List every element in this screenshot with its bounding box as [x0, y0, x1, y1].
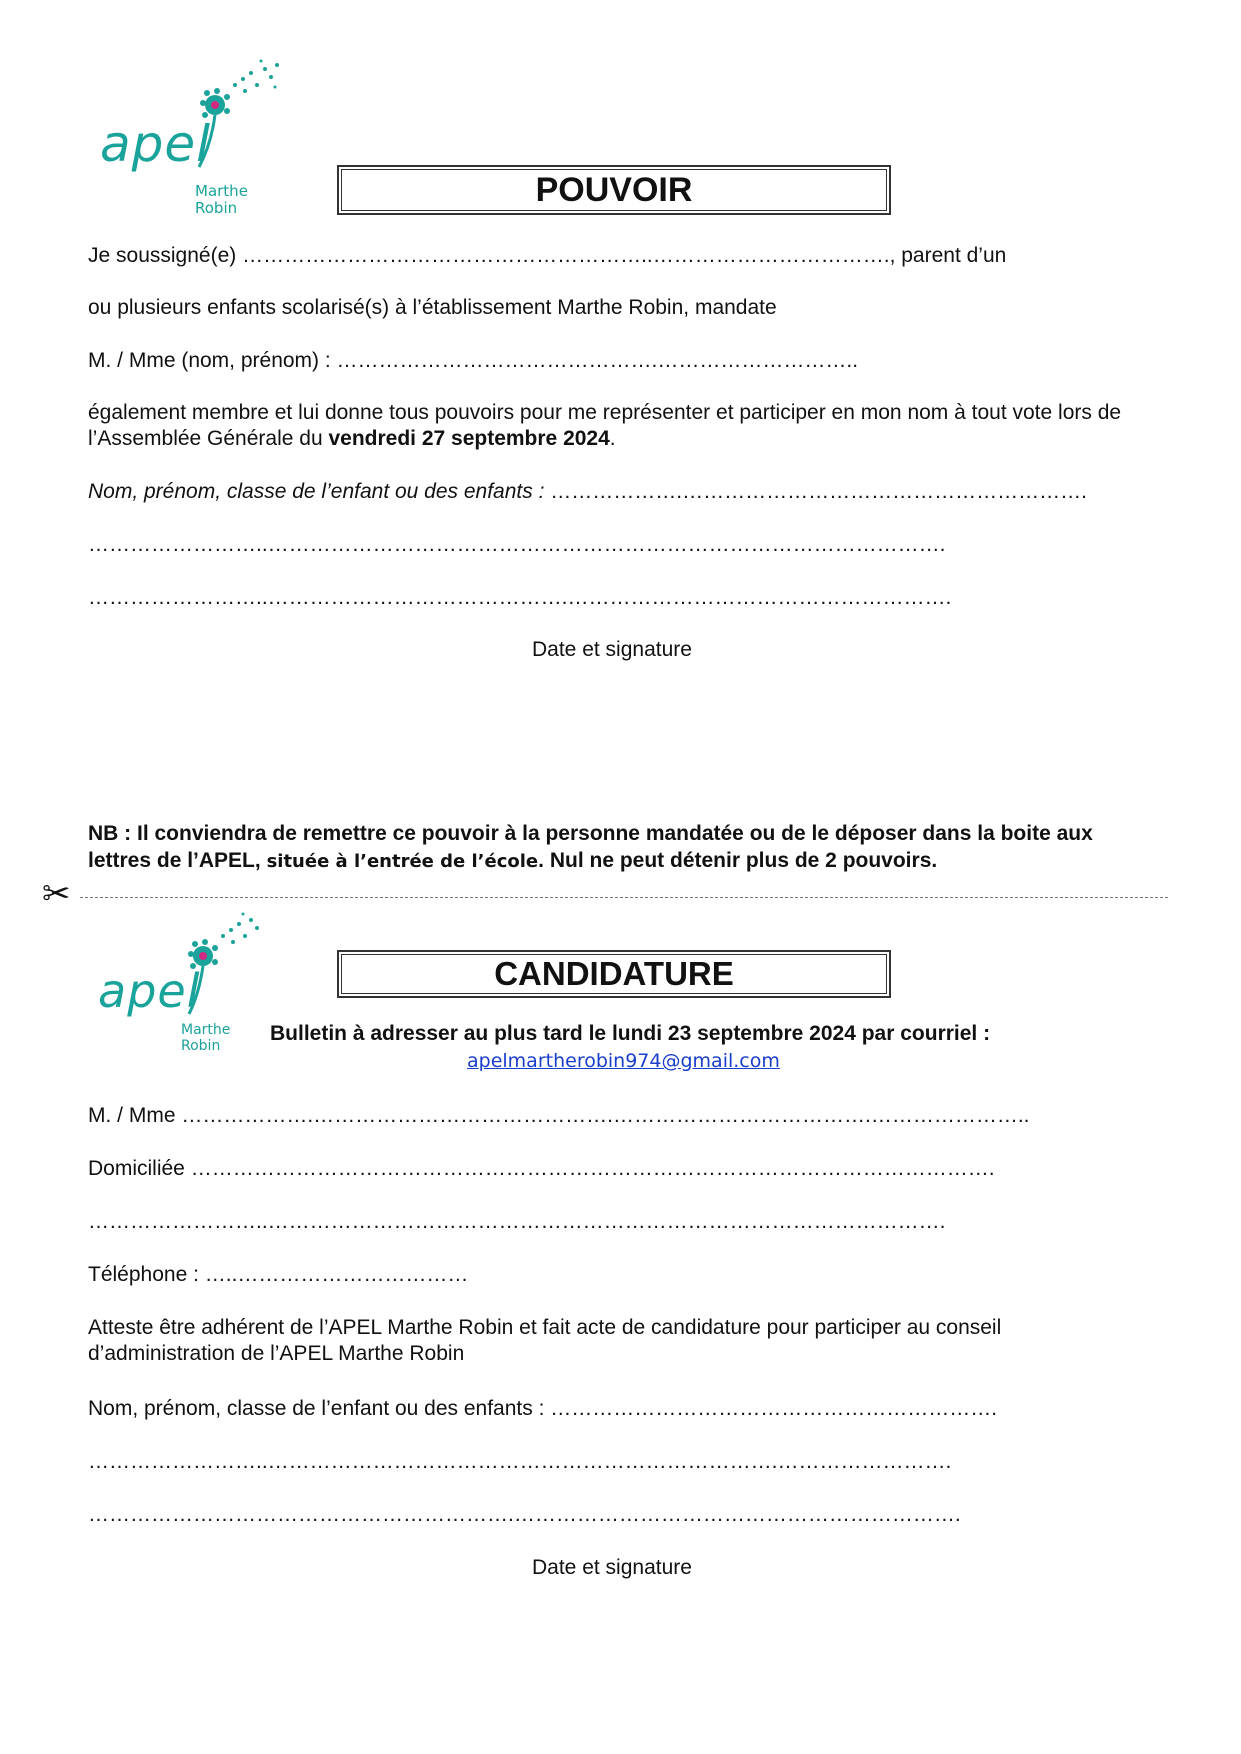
- apel-logo: [95, 55, 295, 225]
- pouvoir-line-1: Je soussigné(e) …………………………………………………..……………………………., parent d’un: [88, 244, 1007, 267]
- candidature-phone: Téléphone : …..……………………………: [88, 1263, 469, 1286]
- nb-note-small: située à l’entrée de l’école: [266, 851, 539, 872]
- logo-line-1: Marthe: [181, 1022, 231, 1038]
- pouvoir-line-2: ou plusieurs enfants scolarisé(s) à l’établissement Marthe Robin, mandate: [88, 296, 777, 319]
- candidature-bulletin: Bulletin à adresser au plus tard le lundi 23 septembre 2024 par courriel :: [270, 1022, 991, 1045]
- scissors-icon: ✂: [42, 874, 71, 914]
- nb-note: [88, 820, 1158, 875]
- pouvoir-date: vendredi 27 septembre 2024: [328, 427, 610, 450]
- pouvoir-children-line: [88, 479, 1087, 505]
- logo-line-2: Robin: [195, 199, 238, 217]
- candidature-dots-line-2: …………………………………………………….……………………………………………………….: [88, 1503, 961, 1526]
- pouvoir-paragraph-end: .: [609, 427, 616, 450]
- candidature-children-dots: ……………………………………………………….: [550, 1397, 998, 1420]
- candidature-signature: Date et signature: [532, 1556, 692, 1579]
- candidature-dots-line-1: ……………………..……………………………………………………………….…………………….: [88, 1450, 952, 1473]
- logo-wordmark: apel: [98, 964, 201, 1018]
- nb-note-end: . Nul ne peut détenir plus de 2 pouvoirs.: [538, 849, 938, 872]
- pouvoir-dots-line-1: ……………………..…………………………………………………………………………………….: [88, 533, 946, 556]
- candidature-children-label: Nom, prénom, classe de l’enfant ou des enfants :: [88, 1397, 551, 1420]
- pouvoir-dots-line-2: ……………………..…………………………………….……………………………………………….: [88, 586, 952, 609]
- logo-line-1: Marthe: [195, 182, 248, 200]
- candidature-domicile: Domiciliée …………………………………………………………………………………………………….: [88, 1157, 995, 1180]
- cut-line: [80, 897, 1168, 898]
- pouvoir-signature: Date et signature: [532, 638, 692, 661]
- pouvoir-line-3: M. / Mme (nom, prénom) : ……………………………………….………………………..: [88, 349, 859, 372]
- logo-line-2: Robin: [181, 1038, 221, 1054]
- apel-logo-2: [93, 910, 293, 1060]
- pouvoir-title: POUVOIR: [337, 165, 891, 215]
- logo-wordmark: apel: [100, 115, 212, 173]
- candidature-name-line: M. / Mme ……………….…………………………………….……………………………….…………………..: [88, 1104, 1030, 1127]
- pouvoir-paragraph-text: également membre et lui donne tous pouvoirs pour me représenter et participer en mon nom à tout vote lors de l’Assemblée Générale du: [88, 401, 1122, 450]
- candidature-domicile-2: ……………………..…………………………………………………………………………………….: [88, 1210, 946, 1233]
- candidature-children-line: [88, 1396, 997, 1422]
- pouvoir-children-dots: ……………….………………………………………………….: [550, 480, 1087, 503]
- pouvoir-paragraph: [88, 400, 1133, 452]
- candidature-title: CANDIDATURE: [337, 950, 891, 998]
- pouvoir-children-label: Nom, prénom, classe de l’enfant ou des enfants :: [88, 480, 551, 503]
- candidature-attest: Atteste être adhérent de l’APEL Marthe Robin et fait acte de candidature pour participer au conseil d’administration de l’APEL Marthe Robin: [88, 1316, 1002, 1365]
- nb-note-text: NB : Il conviendra de remettre ce pouvoir à la personne mandatée ou de le déposer dans la boite aux lettres de l’APEL,: [88, 822, 1093, 872]
- candidature-email-link[interactable]: apelmartherobin974@gmail.com: [467, 1050, 780, 1072]
